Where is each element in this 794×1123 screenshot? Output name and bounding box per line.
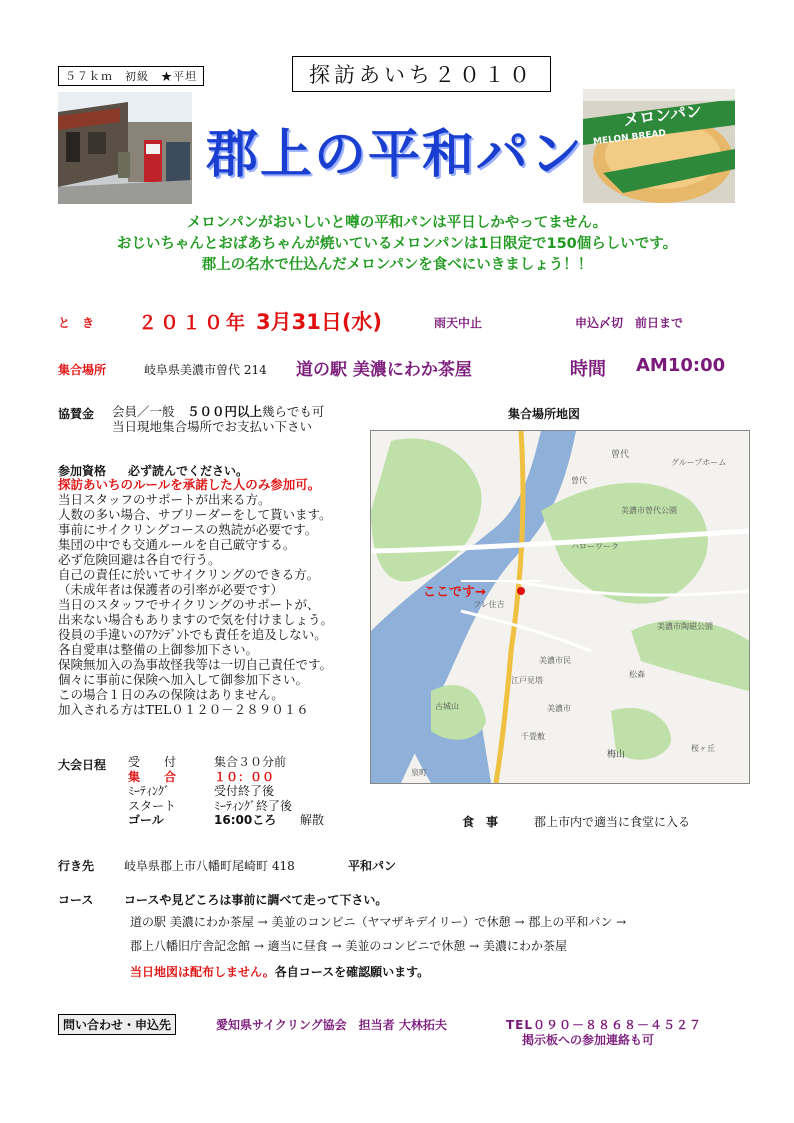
schedule-time: １０：００ xyxy=(214,769,275,784)
contact-org: 愛知県サイクリング協会 担当者 大林拓夫 xyxy=(216,1018,447,1032)
meeting-map xyxy=(370,430,750,784)
course-route-line2: 郡上八幡旧庁舎記念館 → 適当に昼食 → 美並のコンビニで休憩 → 美濃にわか茶屋 xyxy=(130,939,568,953)
map-label: 江戸見塔 xyxy=(511,676,543,685)
rain-notice: 雨天中止 xyxy=(434,316,483,330)
fee-text-a: 会員／一般 xyxy=(112,404,188,419)
map-label: 美濃市曽代公園 xyxy=(621,506,677,515)
bag-sub-text: MELON BREAD xyxy=(592,128,667,148)
meeting-address: 岐阜県美濃市曽代 214 xyxy=(144,363,267,377)
schedule-time: 受付終了後 xyxy=(214,784,275,798)
schedule-item: 集 合 xyxy=(128,769,177,784)
map-label: 美濃市民 xyxy=(539,656,571,665)
schedule-item: ゴール xyxy=(128,813,164,827)
requirement-line: 必ず危険回避は各自で行う。 xyxy=(58,552,221,567)
map-label: 泉町 xyxy=(411,768,427,777)
schedule-time: ﾐｰﾃｨﾝｸﾞ終了後 xyxy=(214,798,293,813)
destination-address: 岐阜県郡上市八幡町尾崎町 418 xyxy=(124,859,295,873)
requirement-line: 保険無加入の為事故怪我等は一切自己責任です。 xyxy=(58,657,333,672)
destination-label: 行き先 xyxy=(58,859,95,873)
map-label: 美濃市 xyxy=(547,704,571,713)
schedule-item: スタート xyxy=(128,798,177,813)
map-note-red: 当日地図は配布しません。 xyxy=(130,965,275,979)
course-label: コース xyxy=(58,893,94,907)
schedule-time: 16:00ころ xyxy=(214,813,277,827)
fee-label: 協賛金 xyxy=(58,407,95,421)
course-tag: ５７ｋｍ 初級 ★平坦 xyxy=(58,66,204,86)
contact-board: 掲示板への参加連絡も可 xyxy=(522,1033,655,1047)
map-label: 古城山 xyxy=(435,702,459,711)
schedule-table xyxy=(128,755,388,828)
fee-amount: ５００円以上 xyxy=(187,404,263,419)
requirements-label: 参加資格 xyxy=(58,464,107,478)
event-date-year: ２０１０年 xyxy=(138,312,249,334)
requirement-line: （未成年者は保護者の引率が必要です） xyxy=(58,582,284,597)
melon-bread-photo xyxy=(583,89,735,203)
schedule-note: 解散 xyxy=(300,813,325,827)
here-marker: ここです→ xyxy=(423,585,486,600)
course-route-line1: 道の駅 美濃にわか茶屋 → 美並のコンビニ（ヤマザキデイリー）で休憩 → 郡上の平和パン → xyxy=(130,915,627,929)
schedule-label: 大会日程 xyxy=(58,758,107,772)
requirement-line: 当日のスタッフでサイクリングのサポートが、 xyxy=(58,597,320,612)
meeting-label: 集合場所 xyxy=(58,363,107,377)
series-title: 探訪あいち２０１０ xyxy=(292,56,551,92)
requirement-line: 個々に事前に保険へ加入して御参加下さい。 xyxy=(58,672,309,687)
schedule-item: ﾐｰﾃｨﾝｸﾞ xyxy=(128,784,171,798)
intro-line: 郡上の名水で仕込んだメロンパンを食べにいきましょう！！ xyxy=(201,257,593,273)
schedule-item: 受 付 xyxy=(128,755,177,769)
map-label: 美濃市陶磁公園 xyxy=(657,622,713,631)
intro-line: おじいちゃんとおばあちゃんが焼いているメロンパンは1日限定で150個らしいです。 xyxy=(116,236,678,252)
intro-text xyxy=(0,213,794,276)
requirement-line: 各自愛車は整備の上御参加下さい。 xyxy=(58,642,259,657)
rule-line: 探訪あいちのルールを承諾した人のみ参加可。 xyxy=(58,477,321,492)
requirement-line: 集団の中でも交通ルールを自己厳守する。 xyxy=(58,537,296,552)
map-label: ハローワーク xyxy=(571,542,619,551)
contact-tel: TEL０９０－８８６８－４５２７ xyxy=(506,1018,703,1032)
map-label: 松森 xyxy=(629,670,645,679)
map-label: 曾代 xyxy=(611,450,630,460)
street-photo xyxy=(58,92,192,204)
requirement-line: この場合１日のみの保険はありません。 xyxy=(58,687,284,702)
contact-label: 問い合わせ・申込先 xyxy=(58,1014,176,1035)
requirement-line: 役員の手違いのｱｸｼﾃﾞﾝﾄでも責任を追及しない。 xyxy=(58,627,327,642)
requirement-line: 当日スタッフのサポートが出来る方。 xyxy=(58,492,271,507)
requirements-list xyxy=(58,477,333,717)
course-note: コースや見どころは事前に調べて走って下さい。 xyxy=(124,893,388,907)
fee-payment: 当日現地集合場所でお支払い下さい xyxy=(112,419,313,434)
main-title: 郡上の平和パン xyxy=(206,125,585,185)
map-label: グループホーム xyxy=(671,458,727,467)
requirement-line: 加入される方はTEL０１２０－２８９０１６ xyxy=(58,702,309,717)
map-title: 集合場所地図 xyxy=(508,407,581,421)
meeting-time: AM10:00 xyxy=(636,355,726,376)
map-label: 梅山 xyxy=(607,750,626,760)
requirement-line: 出来ない場合もありますので気を付けましょう。 xyxy=(58,612,334,627)
when-label: と き xyxy=(58,316,95,330)
must-read: 必ず読んでください。 xyxy=(128,464,249,478)
requirement-line: 自己の責任に於いてサイクリングのできる方。 xyxy=(58,567,320,582)
intro-line: メロンパンがおいしいと噂の平和パンは平日しかやってません。 xyxy=(186,215,608,231)
schedule-time: 集合３０分前 xyxy=(214,755,287,769)
meal-text: 郡上市内で適当に食堂に入る xyxy=(534,815,691,829)
meeting-time-label: 時間 xyxy=(570,359,606,380)
meal-label: 食 事 xyxy=(462,815,499,829)
destination-name: 平和パン xyxy=(348,859,397,873)
requirement-line: 事前にサイクリングコースの熟読が必要です。 xyxy=(58,522,318,537)
fee-text-c: 幾らでも可 xyxy=(262,404,325,419)
map-label: 曽代 xyxy=(571,476,587,485)
deadline: 申込〆切 前日まで xyxy=(575,316,684,330)
bag-brand-text: メロンパン xyxy=(622,101,703,130)
meeting-place: 道の駅 美濃にわか茶屋 xyxy=(296,360,472,380)
requirement-line: 人数の多い場合、サブリーダーをして貰います。 xyxy=(58,507,332,522)
event-date: 3月31日(水) xyxy=(256,310,383,334)
map-label: フレ住吉 xyxy=(473,600,505,609)
map-label: 桜ヶ丘 xyxy=(691,744,715,753)
map-label: 千畳敷 xyxy=(521,732,545,741)
map-note: 各自コースを確認願います。 xyxy=(274,965,430,979)
fee-text xyxy=(112,404,324,434)
